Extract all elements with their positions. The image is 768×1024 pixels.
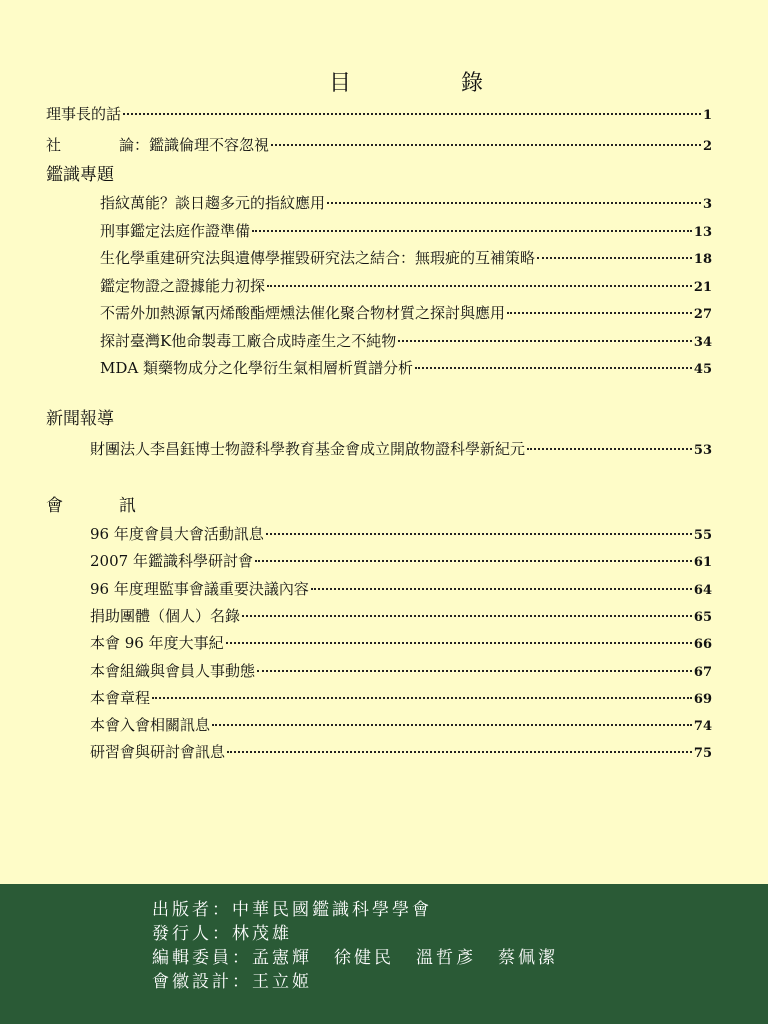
entry-label: 鑑定物證之證據能力初探	[100, 276, 266, 295]
entry-label: 財團法人李昌鈺博士物證科學教育基金會成立開啟物證科學新紀元	[90, 440, 526, 458]
entry-page: 69	[693, 691, 712, 707]
leader-dots	[242, 615, 692, 617]
entry-label: 論：鑑識倫理不容忽視	[119, 136, 270, 154]
leader-dots	[212, 724, 692, 726]
section-heading-feature: 鑑識專題	[46, 165, 114, 185]
toc-entry[interactable]	[90, 606, 712, 628]
publication-credits	[0, 884, 768, 1024]
toc-entry[interactable]	[100, 303, 712, 325]
leader-dots	[327, 202, 701, 204]
leader-dots	[257, 670, 692, 672]
entry-page: 3	[702, 197, 712, 212]
leader-dots	[226, 642, 692, 644]
toc-entry[interactable]	[90, 661, 712, 683]
leader-dots	[271, 144, 701, 146]
toc-entry[interactable]	[100, 221, 712, 243]
entry-page: 64	[693, 582, 712, 598]
toc-entry[interactable]	[90, 688, 712, 710]
entry-page: 75	[693, 746, 712, 762]
issuer-line: 發行人：林茂雄	[152, 924, 292, 944]
leader-dots	[537, 257, 692, 259]
entry-page: 13	[693, 224, 712, 240]
entry-label: 探討臺灣K他命製毒工廠合成時產生之不純物	[100, 331, 397, 350]
entry-label: 理事長的話	[46, 105, 122, 123]
leader-dots	[415, 367, 692, 369]
entry-label: 不需外加熱源氰丙烯酸酯煙燻法催化聚合物材質之探討與應用	[100, 304, 506, 322]
toc-entry-chairman[interactable]	[46, 104, 712, 126]
entry-label-prefix: 社	[46, 136, 62, 154]
logo-designer-line: 會徽設計：王立姬	[152, 972, 312, 992]
entry-page: 65	[693, 609, 712, 625]
entry-page: 21	[693, 279, 712, 295]
toc-entry[interactable]	[90, 633, 712, 655]
entry-page: 53	[693, 443, 712, 458]
entry-page: 1	[702, 108, 712, 123]
toc-entry[interactable]	[90, 742, 712, 764]
editor-name: 溫哲彥	[416, 948, 476, 968]
editor-name: 蔡佩潔	[498, 948, 558, 968]
leader-dots	[252, 230, 692, 232]
toc-entry[interactable]	[100, 358, 712, 380]
entry-page: 18	[693, 252, 712, 267]
leader-dots	[311, 588, 692, 590]
toc-title: 目 錄	[328, 71, 527, 96]
leader-dots	[152, 697, 692, 699]
toc-entry[interactable]	[100, 248, 712, 270]
publisher-line: 出版者：中華民國鑑識科學學會	[152, 900, 432, 920]
leader-dots	[266, 533, 692, 535]
leader-dots	[123, 113, 701, 115]
toc-entry[interactable]	[90, 524, 712, 546]
editor-name: 徐健民	[334, 948, 394, 968]
entry-page: 2	[702, 139, 712, 154]
entry-label: 本會組織與會員人事動態	[90, 661, 256, 680]
toc-entry[interactable]	[100, 331, 712, 353]
leader-dots	[527, 448, 692, 450]
entry-label: 生化學重建研究法與遺傳學摧毀研究法之結合：無瑕疵的互補策略	[100, 249, 536, 267]
entry-page: 27	[693, 307, 712, 322]
entry-page: 45	[693, 362, 712, 377]
editors-label: 編輯委員：	[152, 948, 252, 968]
toc-entry[interactable]	[90, 551, 712, 573]
entry-label: 96 年度會員大會活動訊息	[90, 525, 264, 543]
leader-dots	[507, 312, 692, 314]
toc-entry-editorial[interactable]	[46, 135, 712, 157]
section-heading-part: 訊	[119, 496, 136, 516]
entry-page: 34	[693, 334, 712, 350]
entry-label: 本會 96 年度大事紀	[90, 634, 224, 653]
entry-page: 66	[693, 637, 712, 653]
entry-label: 研習會與研討會訊息	[90, 743, 226, 762]
section-heading-part: 會	[46, 496, 63, 516]
toc-entry[interactable]	[90, 579, 712, 601]
entry-label: 捐助團體（個人）名錄	[90, 606, 241, 625]
entry-label: 指紋萬能？談日趨多元的指紋應用	[100, 194, 326, 212]
editors-line	[152, 946, 558, 970]
leader-dots	[255, 560, 692, 562]
leader-dots	[267, 285, 692, 287]
entry-label: 本會章程	[90, 688, 151, 707]
editor-name: 孟憲輝	[252, 948, 312, 968]
entry-page: 74	[693, 719, 712, 735]
entry-label: 刑事鑑定法庭作證準備	[100, 221, 251, 240]
toc-entry[interactable]	[100, 276, 712, 298]
toc-entry[interactable]	[90, 715, 712, 737]
toc-entry[interactable]	[100, 193, 712, 215]
leader-dots	[398, 340, 692, 342]
section-heading-news: 新聞報導	[46, 409, 114, 429]
entry-page: 67	[693, 664, 712, 680]
entry-page: 61	[693, 555, 712, 571]
entry-label: MDA 類藥物成分之化學衍生氣相層析質譜分析	[100, 359, 413, 377]
section-heading-society	[46, 495, 136, 517]
entry-label: 2007 年鑑識科學研討會	[90, 552, 253, 571]
leader-dots	[227, 751, 692, 753]
toc-entry[interactable]	[90, 439, 712, 461]
entry-page: 55	[693, 528, 712, 543]
entry-label: 本會入會相關訊息	[90, 716, 211, 735]
entry-label: 96 年度理監事會議重要決議內容	[90, 579, 309, 598]
